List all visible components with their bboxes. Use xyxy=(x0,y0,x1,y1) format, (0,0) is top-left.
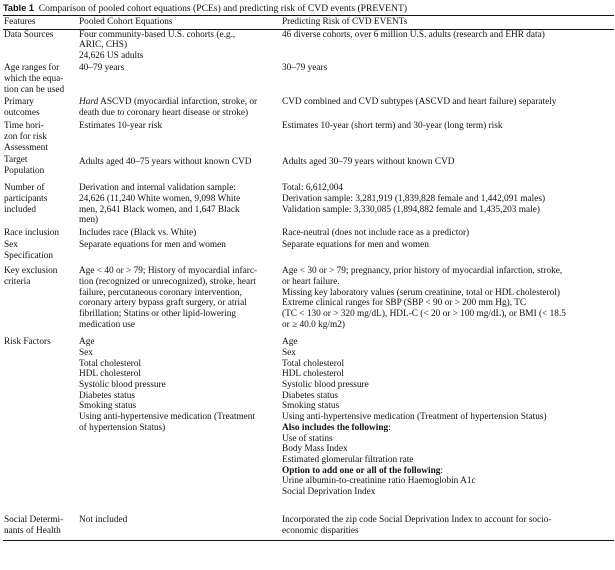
pce-line: 24,626 (11,240 White women, 9,098 White xyxy=(79,193,241,204)
pce-line: Four community-based U.S. cohorts (e.g., xyxy=(79,29,236,40)
pce-cell xyxy=(78,29,281,63)
prevent-line: Incorporated the zip code Social Deprivation Index to account for socio- xyxy=(282,515,552,526)
prevent-line: Adults aged 30–79 years without known CVD xyxy=(282,157,455,168)
feature-line: Risk Factors xyxy=(4,337,51,348)
prevent-line: Use of statins xyxy=(282,433,333,444)
table-row-social xyxy=(3,515,614,540)
pce-cell xyxy=(78,180,281,228)
header-features: Features xyxy=(3,16,78,30)
prevent-line: Separate equations for men and women xyxy=(282,240,429,251)
pce-cell xyxy=(78,240,281,264)
prevent-cell xyxy=(281,264,614,335)
feature-line: which the equa- xyxy=(4,73,64,84)
table-row xyxy=(3,228,614,240)
prevent-line: Sex xyxy=(282,347,296,358)
prevent-line: Diabetes status xyxy=(282,390,339,401)
prevent-option-heading xyxy=(282,466,612,477)
prevent-option-heading-text: Option to add one or all of the following xyxy=(282,465,441,476)
feature-line: Number of xyxy=(4,183,45,194)
feature-cell xyxy=(3,228,78,240)
feature-line: criteria xyxy=(4,276,31,287)
pce-line: Diabetes status xyxy=(79,390,136,401)
prevent-cell xyxy=(281,180,614,228)
pce-line: Adults aged 40–75 years without known CVD xyxy=(79,157,252,168)
prevent-line: Estimated glomerular filtration rate xyxy=(282,454,414,465)
feature-cell xyxy=(3,515,78,540)
feature-line: participants xyxy=(4,193,48,204)
feature-cell xyxy=(3,155,78,180)
pce-line: coronary artery bypass graft surgery, or atrial xyxy=(79,298,247,309)
table-row-risk-factors xyxy=(3,335,614,515)
prevent-line: Total: 6,612,004 xyxy=(282,183,344,194)
pce-line: men) xyxy=(79,215,99,226)
table-caption xyxy=(3,2,614,15)
pce-line: Smoking status xyxy=(79,401,137,412)
prevent-cell xyxy=(281,63,614,97)
prevent-line: HDL cholesterol xyxy=(282,369,344,380)
pce-line: Using anti-hypertensive medication (Treatment xyxy=(79,412,255,423)
header-row xyxy=(3,16,614,30)
header-prevent: Predicting Risk of CVD EVENTs xyxy=(281,16,614,30)
prevent-cell xyxy=(281,97,614,121)
feature-line: nants of Health xyxy=(4,525,61,536)
table-row xyxy=(3,240,614,264)
feature-line: Age ranges for xyxy=(4,63,60,74)
table-row xyxy=(3,97,614,121)
feature-cell xyxy=(3,63,78,97)
table-container xyxy=(3,0,614,541)
table-row xyxy=(3,29,614,63)
pce-cell xyxy=(78,228,281,240)
prevent-line: 30–79 years xyxy=(282,63,328,74)
prevent-line: Race-neutral (does not include race as a predictor) xyxy=(282,228,470,239)
prevent-line: Age < 30 or > 79; pregnancy, prior history of myocardial infarction, stroke, xyxy=(282,266,563,277)
prevent-also-heading xyxy=(282,423,612,434)
table-row xyxy=(3,121,614,155)
prevent-line: or ≥ 40.0 kg/m2) xyxy=(282,319,345,330)
feature-cell xyxy=(3,264,78,335)
pce-cell xyxy=(78,335,281,515)
feature-line: Target xyxy=(4,155,28,166)
prevent-line: Body Mass Index xyxy=(282,444,348,455)
pce-line: failure, percutaneous coronary intervention, xyxy=(79,287,242,298)
table-label: Table 1 xyxy=(3,3,34,13)
prevent-line: Using anti-hypertensive medication (Treatment of hypertension Status) xyxy=(282,412,547,423)
feature-line: outcomes xyxy=(4,107,40,118)
pce-line: Separate equations for men and women xyxy=(79,240,226,251)
feature-cell xyxy=(3,335,78,515)
feature-line: Key exclusion xyxy=(4,266,58,277)
feature-line: Race inclusion xyxy=(4,228,59,239)
prevent-line: Total cholesterol xyxy=(282,358,345,369)
feature-line: Assessment xyxy=(4,142,48,153)
prevent-cell xyxy=(281,335,614,515)
prevent-line: Missing key laboratory values (serum creatinine, total or HDL cholesterol) xyxy=(282,287,560,298)
prevent-cell xyxy=(281,155,614,180)
prevent-line: Age xyxy=(282,337,298,348)
prevent-line: Extreme clinical ranges for SBP (SBP < 90 or > 200 mm Hg), TC xyxy=(282,298,527,309)
feature-cell xyxy=(3,121,78,155)
prevent-line: Smoking status xyxy=(282,401,340,412)
pce-line: death due to coronary heart disease or stroke) xyxy=(79,107,249,118)
pce-line: 24,626 US adults xyxy=(79,51,144,62)
feature-line: Time hori- xyxy=(4,121,44,132)
prevent-line: Systolic blood pressure xyxy=(282,380,369,391)
feature-line: tion can be used xyxy=(4,84,65,95)
prevent-option-colon: : xyxy=(440,465,443,476)
prevent-also-colon: : xyxy=(388,422,391,433)
prevent-line: CVD combined and CVD subtypes (ASCVD and heart failure) separately xyxy=(282,97,557,108)
pce-line: ARIC, CHS) xyxy=(79,40,128,51)
pce-line: of hypertension Status) xyxy=(79,422,166,433)
pce-line: Age xyxy=(79,337,95,348)
header-pce: Pooled Cohort Equations xyxy=(78,16,281,30)
feature-line: Social Determi- xyxy=(4,515,64,526)
table-title: Comparison of pooled cohort equations (PCEs) and predicting risk of CVD events (PREVENT) xyxy=(38,3,408,14)
pce-line: tion (recognized or unrecognized), stroke, heart xyxy=(79,276,256,287)
pce-emphasis: Hard xyxy=(79,97,99,108)
table-row xyxy=(3,155,614,180)
prevent-line: 46 diverse cohorts, over 6 million U.S. adults (research and EHR data) xyxy=(282,29,545,40)
prevent-cell xyxy=(281,228,614,240)
pce-line: Sex xyxy=(79,347,93,358)
pce-line: Includes race (Black vs. White) xyxy=(79,228,197,239)
feature-line: included xyxy=(4,204,37,215)
pce-line: Not included xyxy=(79,515,128,526)
feature-cell xyxy=(3,29,78,63)
pce-cell xyxy=(78,63,281,97)
table-row xyxy=(3,264,614,335)
prevent-also-heading-text: Also includes the following xyxy=(282,422,389,433)
feature-line: Sex xyxy=(4,240,18,251)
prevent-line: Derivation sample: 3,281,919 (1,839,828 female and 1,442,091 males) xyxy=(282,193,546,204)
prevent-line: (TC < 130 or > 320 mg/dL), HDL-C (< 20 or > 100 mg/dL), or BMI (< 18.5 xyxy=(282,309,566,320)
feature-cell xyxy=(3,180,78,228)
feature-line: zon for risk xyxy=(4,131,47,142)
pce-cell xyxy=(78,97,281,121)
prevent-cell xyxy=(281,515,614,540)
pce-line: Age < 40 or > 79; History of myocardial infarc- xyxy=(79,266,258,277)
pce-cell xyxy=(78,264,281,335)
pce-line: Systolic blood pressure xyxy=(79,380,166,391)
prevent-line: or heart failure. xyxy=(282,276,340,287)
pce-line: Derivation and internal validation sample: xyxy=(79,183,236,194)
prevent-cell xyxy=(281,121,614,155)
table-row xyxy=(3,180,614,228)
table-row xyxy=(3,63,614,97)
feature-line: Data Sources xyxy=(4,29,54,40)
pce-line: 40–79 years xyxy=(79,63,125,74)
prevent-line: Social Deprivation Index xyxy=(282,487,376,498)
prevent-cell xyxy=(281,29,614,63)
prevent-cell xyxy=(281,240,614,264)
pce-line xyxy=(79,97,279,108)
feature-line: Specification xyxy=(4,250,54,261)
feature-cell xyxy=(3,97,78,121)
comparison-table xyxy=(3,15,614,541)
pce-line: Estimates 10-year risk xyxy=(79,121,163,132)
pce-line: fibrillation; Statins or other lipid-lowering xyxy=(79,309,236,320)
prevent-line: Urine albumin-to-creatinine ratio Haemoglobin A1c xyxy=(282,476,476,487)
prevent-line: Validation sample: 3,330,085 (1,894,882 female and 1,435,203 male) xyxy=(282,204,540,215)
pce-cell xyxy=(78,121,281,155)
pce-text: ASCVD (myocardial infarction, stroke, or xyxy=(98,97,258,108)
pce-cell xyxy=(78,515,281,540)
feature-line: Population xyxy=(4,165,45,176)
pce-line: HDL cholesterol xyxy=(79,369,141,380)
pce-line: Total cholesterol xyxy=(79,358,142,369)
pce-line: medication use xyxy=(79,319,136,330)
pce-cell xyxy=(78,155,281,180)
pce-line: men, 2,641 Black women, and 1,647 Black xyxy=(79,204,240,215)
prevent-line: economic disparities xyxy=(282,525,359,536)
prevent-line: Estimates 10-year (short term) and 30-year (long term) risk xyxy=(282,121,503,132)
feature-cell xyxy=(3,240,78,264)
feature-line: Primary xyxy=(4,97,34,108)
